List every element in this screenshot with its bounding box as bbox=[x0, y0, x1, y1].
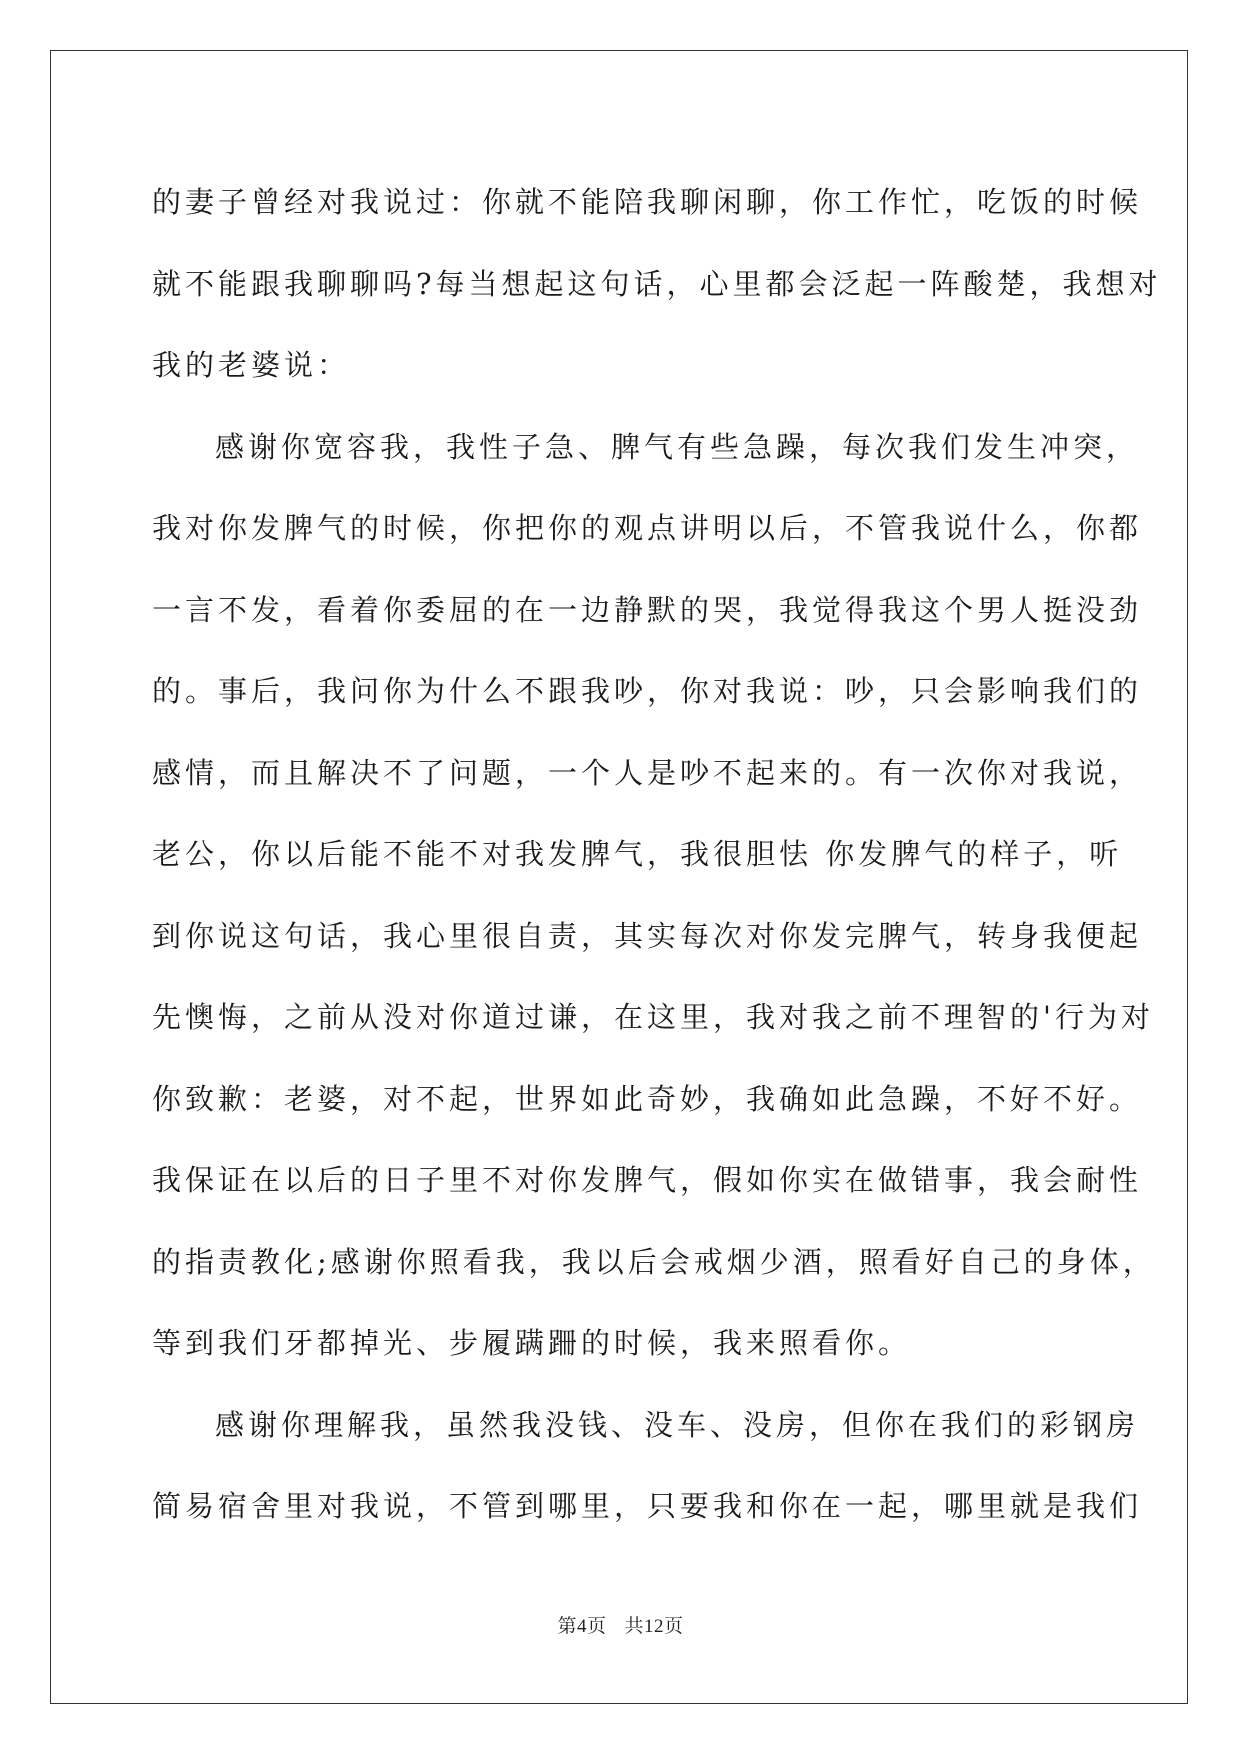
text-line: 等到我们牙都掉光、步履蹒跚的时候，我来照看你。 bbox=[152, 1326, 912, 1360]
document-body bbox=[152, 162, 1162, 1548]
text-line: 我保证在以后的日子里不对你发脾气，假如你实在做错事，我会耐性 bbox=[152, 1163, 1143, 1197]
text-line: 简易宿舍里对我说，不管到哪里，只要我和你在一起，哪里就是我们 bbox=[152, 1489, 1143, 1523]
text-line: 的指责教化;感谢你照看我，我以后会戒烟少酒，照看好自己的身体， bbox=[152, 1244, 1156, 1279]
paragraph-3 bbox=[152, 1385, 1143, 1548]
text-line: 就不能跟我聊聊吗?每当想起这句话，心里都会泛起一阵酸楚，我想对 bbox=[152, 266, 1162, 301]
text-line: 感谢你宽容我，我性子急、脾气有些急躁，每次我们发生冲突， bbox=[215, 429, 1140, 464]
paragraph-2 bbox=[152, 407, 1156, 1385]
page-footer bbox=[0, 1611, 1241, 1638]
text-line: 的。事后，我问你为什么不跟我吵，你对我说：吵，只会影响我们的 bbox=[152, 674, 1143, 708]
text-line: 我的老婆说： bbox=[152, 348, 351, 382]
text-line: 老公，你以后能不能不对我发脾气，我很胆怯 你发脾气的样子，听 bbox=[152, 837, 1123, 871]
text-line: 你致歉：老婆，对不起，世界如此奇妙，我确如此急躁，不好不好。 bbox=[152, 1081, 1143, 1116]
text-line: 一言不发，看着你委屈的在一边静默的哭，我觉得我这个男人挺没劲 bbox=[152, 592, 1143, 627]
text-line: 的妻子曾经对我说过：你就不能陪我聊闲聊，你工作忙，吃饭的时候 bbox=[152, 185, 1143, 219]
text-line: 到你说这句话，我心里很自责，其实每次对你发完脾气，转身我便起 bbox=[152, 918, 1143, 953]
text-line: 我对你发脾气的时候，你把你的观点讲明以后，不管我说什么，你都 bbox=[152, 511, 1143, 545]
text-line: 感谢你理解我，虽然我没钱、没车、没房，但你在我们的彩钢房 bbox=[215, 1407, 1140, 1442]
text-line: 感情，而且解决不了问题，一个人是吵不起来的。有一次你对我说， bbox=[152, 755, 1143, 790]
paragraph-1 bbox=[152, 162, 1162, 407]
page-total: 共12页 bbox=[624, 1616, 684, 1637]
page-number: 第4页 bbox=[557, 1616, 607, 1637]
text-line: 先懊悔，之前从没对你道过谦，在这里，我对我之前不理智的'行为对 bbox=[152, 1000, 1154, 1034]
